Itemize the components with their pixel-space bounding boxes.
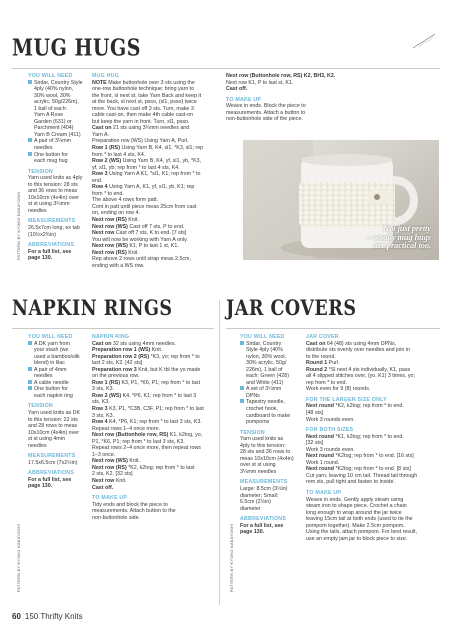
instruction-line: at the back, sl next st, psso, (sl1, psso) twice: [92, 99, 197, 106]
instruction-line: Work 3 rounds even.: [306, 446, 355, 453]
instruction-line: Next round *K2, k2tog; rep from * to end.: [306, 403, 404, 410]
instruction-line: Next row (Buttonhole row, RS) K1, k2tog, yo,: [92, 432, 203, 439]
magazine-name: 150 Thrifty Knits: [24, 612, 83, 621]
mug-continued: Next row (Buttonhole row, RS) K2, BH3, K2. Next row K1, P to last st, K1. Cast off. TO MAKE UP Weave in ends. Block the piece to measurements. Attach a button to non-buttonhole side of the piece.: [226, 73, 436, 123]
jar-make-up-text: [306, 497, 440, 543]
bullet-icon: [240, 386, 244, 390]
mug-make-up-heading: TO MAKE UP: [226, 96, 262, 103]
instruction-line: long enough to wrap around the jar twice: [306, 509, 402, 516]
instruction-line: 2 sts, K2. [32 sts]: [92, 471, 133, 478]
napkin-tension-heading: TENSION: [28, 403, 53, 410]
instruction-line: Preparation row 2 (RS) *K3, yo; rep from * to: [92, 353, 200, 360]
instruction-line: last 2 sts, K2. [42 sts]: [92, 360, 143, 367]
mug-instructions: [92, 73, 218, 269]
instruction-line: from * to end.: [92, 190, 124, 197]
bullet-icon: [28, 341, 32, 345]
jar-you-will-need-heading: YOU WILL NEED: [240, 334, 285, 340]
knitting-needle-icon: [409, 30, 439, 50]
instruction-line: on the previous row.: [92, 373, 140, 380]
bullet-icon: [28, 80, 32, 84]
instruction-line: 3 sts, K3.: [92, 412, 115, 419]
jar-tension-heading: TENSION: [240, 429, 265, 436]
instruction-line: rep from * to end.: [306, 379, 347, 386]
bullet-icon: [28, 138, 32, 142]
instruction-line: all 4 slipped stitches over, (yo, K1) 3 times, yo;: [306, 373, 415, 380]
instruction-line: Next round *K2tog; rep from * to end. [16 sts]: [306, 453, 414, 460]
instruction-line: Cont in patt until piece meas 25cm from cast: [92, 203, 197, 210]
instruction-line: Repeat rows 2–4 once more, then repeat rows: [92, 445, 201, 452]
instruction-line: more. You have cast off 3 sts. Turn, make 3: [92, 105, 194, 112]
instruction-line: distribute sts evenly over needles and join in: [306, 347, 410, 354]
instruction-line: on, ending on row 4.: [92, 210, 141, 217]
instruction-line: Rep above 2 rows until strap meas 2.5cm,: [92, 256, 191, 263]
instruction-line: but keep the yarn in front. Turn, sl1, psso.: [92, 118, 190, 125]
bullet-icon: [28, 367, 32, 371]
mug-material-1: Sirdar, Country Style 4ply (40% nylon, 30% wool, 30% acrylic, 50g/226m), 1 ball of each: Yarn A Rose Garden (631) or Parchment (404) Yarn B Cream (411): [28, 80, 86, 139]
instruction-line: Cut yarn, leaving 10 cm tail. Thread tail through: [306, 472, 418, 479]
instruction-line: pompom together). Make 2.5cm pompom.: [306, 522, 405, 529]
column-divider: [219, 300, 220, 605]
mug-you-will-need-heading: YOU WILL NEED: [28, 73, 73, 79]
jar-abbreviations-heading: ABBREVIATIONS: [240, 516, 287, 523]
mug-abbreviations-heading: ABBREVIATIONS: [28, 242, 75, 249]
instruction-line: one-row buttonhole technique: bring yarn to: [92, 86, 195, 93]
mug-photo-caption: Not just pretty – woolly mug hugs are practical too.: [367, 224, 431, 251]
instruction-line: NOTE Make buttonhole over 3 sts using the: [92, 79, 195, 86]
instruction-line: Preparation row 3 Knit, but K tbl the yo made: [92, 366, 201, 373]
instruction-line: the front, sl next st, take Yarn Back and keep it: [92, 92, 202, 99]
napkin-rings-title: NAPKIN RINGS: [12, 296, 173, 321]
instruction-line: to the round.: [306, 353, 336, 360]
instruction-line: Row 2 (WS) Using Yarn B, K4, yf, sl1, yb, *K3,: [92, 158, 202, 165]
instruction-line: Preparation row 1 (WS) Knit.: [92, 347, 163, 354]
jar-larger-text: [306, 403, 440, 423]
bullet-icon: [28, 380, 32, 384]
instruction-line: Row 4 K4, *P6, K1; rep from * to last 3 sts, K3.: [92, 419, 202, 426]
instruction-line: Cast on 32 sts using 4mm needles.: [92, 340, 176, 347]
instruction-line: Row 3 Using Yarn A K1, *sl1, K1; rep from * to: [92, 171, 201, 178]
napkin-you-will-need-heading: YOU WILL NEED: [28, 334, 73, 340]
instruction-line: Row 1 (RS) K3, P1, *K6, P1; rep from * to last: [92, 379, 201, 386]
instruction-line: [32 sts]: [306, 440, 324, 447]
instruction-line: Preparation row (WS) Using Yarn A, Purl.: [92, 138, 189, 145]
mug-hug-heading: MUG HUG: [92, 73, 119, 79]
napkin-ring-text: [92, 341, 214, 492]
jar-divider: [226, 328, 440, 329]
instruction-line: Work even for 9 (8) rounds.: [306, 386, 371, 393]
jar-both-text: [306, 434, 440, 486]
instruction-line: Work 3 rounds even.: [306, 416, 355, 423]
instruction-line: Next row (WS) Cast off 7 sts, P to end.: [92, 223, 185, 230]
instruction-line: ending with a WS row.: [92, 262, 145, 269]
instruction-line: Row 4 Using Yarn A, K1, yf, sl1, yb, K1; rep: [92, 184, 195, 191]
mug-measurements-heading: MEASUREMENTS: [28, 218, 76, 225]
jar-covers-title: JAR COVERS: [226, 296, 357, 321]
instruction-line: Next row (RS) *K2, k2tog; rep from * to last: [92, 464, 195, 471]
instruction-line: [48 sts]: [306, 410, 324, 417]
instruction-line: Next row Cast off 7 sts, K to end. [7 sts]: [92, 230, 187, 237]
jar-sidebar: YOU WILL NEED Sirdar, Country Style 4ply (40% nylon, 30% wool, 30% acrylic, 50g/ 226m), 1 ball of each: Green (428) and White (411) A set of 3¼mm DPNs Tapestry needle, crochet hook, cardboard to make pompoms TENSION Yarn used knits as 4ply to this tension: 28 sts and 36 rows to meas 10x10cm (4x4in) over st st using 3¼mm needles MEASUREMENTS Large: 8.5cm (3½in) diameter; Small: 6.5cm (2½in) diameter ABBREVIATIONS For a full list, see page 130.: [240, 334, 300, 536]
instruction-line: Next row (WS) K1, P to last 1 st, K1.: [92, 243, 179, 250]
instruction-line: Next row (WS) Knit.: [92, 458, 140, 465]
instruction-line: Row 2 (WS) K4, *P6, K1; rep from * to last 3: [92, 392, 197, 399]
instruction-line: Using the tails, attach pompom. For best result,: [306, 529, 417, 536]
bullet-icon: [28, 386, 32, 390]
napkin-instructions: NAPKIN RING Cast on 32 sts using 4mm needles. Preparation row 1 (WS) Knit. Preparation row 2 (RS) *K3, yo; rep from * to last 2 sts, K2. [42 sts] Preparation row 3 Knit, but K tbl the yo made on the previous row. Row 1 (RS) K3, P1, *K6, P1; rep from * to last 3 sts, K3. Row 2 (WS) K4, *P6, K1; rep from * to last 3 sts, K3. Row 3 K3, P1, *C3B, C3F, P1; rep from * to last 3 sts, K3. Row 4 K4, *P6, K1; rep from * to last 3 sts, K3. Repeat rows 1–4 once more. Next row (Buttonhole row, RS) K1, k2tog, yo, P1, *K6, P1; rep from * to last 3 sts, K3. Repeat rows 2–4 once more, then repeat rows 1–3 once. Next row (WS) Knit. Next row (RS) *K2, k2tog; rep from * to last 2 sts, K2. [32 sts] Next row Knit. Cast off. TO MAKE UP Tidy ends and block the piece to measurements. Attach button to the non-buttonhole side.: [92, 334, 214, 521]
page-number: 60: [12, 612, 21, 621]
jar-both-sizes-heading: FOR BOTH SIZES: [306, 427, 354, 434]
bullet-icon: [240, 399, 244, 403]
mug-hug-photo: [243, 140, 439, 260]
instruction-line: Next row (RS) Knit.: [92, 217, 139, 224]
napkin-divider: [12, 328, 214, 329]
instruction-line: Yarn A.: [92, 131, 109, 138]
mug-hugs-title: MUG HUGS: [12, 34, 141, 62]
napkin-measurements-heading: MEASUREMENTS: [28, 453, 76, 460]
napkin-make-up-heading: TO MAKE UP: [92, 495, 128, 502]
instruction-line: Row 1 (RS) Using Yarn B, K4, sl1, *K3, sl1; rep: [92, 145, 204, 152]
instruction-line: Cast on 21 sts using 3¼mm needles and: [92, 125, 190, 132]
instruction-line: 3 sts, K3.: [92, 386, 115, 393]
instruction-line: Round 1 Purl.: [306, 360, 340, 367]
instruction-line: from * to last 4 sts, K4.: [92, 151, 146, 158]
instruction-line: The above 4 rows form patt.: [92, 197, 158, 204]
instruction-line: Cast on 64 (48) sts using 4mm DPNs,: [306, 340, 397, 347]
instruction-line: Row 3 K3, P1, *C3B, C3F, P1; rep from * to last: [92, 406, 204, 413]
jar-measurements-heading: MEASUREMENTS: [240, 479, 288, 486]
instruction-line: You will now be working with Yarn A only.: [92, 236, 188, 243]
instruction-line: Next round *K2tog; rep from * to end. [8 sts]: [306, 466, 411, 473]
bullet-icon: [240, 341, 244, 345]
mug-divider: [12, 68, 440, 69]
instruction-line: leaving 15cm tail at both ends (used to tie the: [306, 516, 413, 523]
instruction-line: end.: [92, 177, 103, 184]
instruction-line: Next round *K1, k2tog; rep from * to end.: [306, 433, 404, 440]
mug-sidebar: YOU WILL NEED Sirdar, Country Style 4ply (40% nylon, 30% wool, 30% acrylic, 50g/226m), 1 ball of each: Yarn A Rose Garden (631) or Parchment (404) Yarn B Cream (411) A pair of 3¼mm needles One button for each mug hug TENSION Yarn used knits as 4ply to this tension: 28 sts and 36 rows to meas 10x10cm (4x4in) over st st using 3¼mm needles MEASUREMENTS 26.5x7cm long, ex tab (10½x2¾in) ABBREVIATIONS For a full list, see page 130.: [28, 73, 86, 262]
jar-instructions: [306, 334, 440, 542]
jar-larger-size-heading: FOR THE LARGER SIZE ONLY: [306, 396, 387, 403]
jar-make-up-heading: TO MAKE UP: [306, 490, 342, 497]
instruction-line: use an empty jam jar to block piece to size.: [306, 535, 408, 542]
instruction-line: Repeat rows 1–4 once more.: [92, 425, 161, 432]
instruction-line: 1–3 once.: [92, 451, 116, 458]
instruction-line: Next row Knit.: [92, 478, 127, 485]
instruction-line: Next row (RS) Knit.: [92, 249, 139, 256]
instruction-line: yf, sl1, yb; rep from * to last 4 sts, K4.: [92, 164, 180, 171]
jar-cover-text: [306, 341, 440, 393]
instruction-line: steam iron to shape piece. Crochet a chain: [306, 503, 407, 510]
mug-tension-heading: TENSION: [28, 168, 53, 175]
napkin-abbreviations-heading: ABBREVIATIONS: [28, 470, 75, 477]
napkin-pattern-credit: PATTERN BY KYOKO NAKAYOSHI: [17, 523, 21, 592]
instruction-line: P1, *K6, P1; rep from * to last 3 sts, K3.: [92, 438, 185, 445]
instruction-line: cable cast-on, then make 4th cable cast-on: [92, 112, 193, 119]
instruction-line: Weave in ends. Gently apply steam using: [306, 496, 404, 503]
instruction-line: rem sts, pull tight and fasten to inside.: [306, 479, 395, 486]
instruction-line: Round 2 *Sl next 4 sts individually, K1, pass: [306, 366, 411, 373]
mug-hug-text: [92, 80, 218, 270]
instruction-line: Work 1 round.: [306, 459, 340, 466]
napkin-ring-heading: NAPKIN RING: [92, 334, 130, 340]
page-footer: [12, 612, 83, 621]
instruction-line: sts, K3.: [92, 399, 110, 406]
napkin-sidebar: YOU WILL NEED A DK yarn from your stash (we used a bamboo/silk blend) in lilac A pair of 4mm needles A cable needle One button for each napkin ring TENSION Yarn used knits as DK to this tension: 22 sts and 28 rows to meas 10x10cm (4x4in) over st st using 4mm needles MEASUREMENTS 17.5x6.5cm (7x2½in) ABBREVIATIONS For a full list, see page 130.: [28, 334, 86, 490]
jar-pattern-credit: PATTERN BY KYOKO NAKAYOSHI: [230, 523, 234, 592]
mug-pattern-credit: PATTERN BY KYOKO NAKAYOSHI: [17, 191, 21, 260]
instruction-line: Cast off.: [92, 484, 114, 491]
jar-cover-heading: JAR COVER: [306, 334, 339, 340]
bullet-icon: [28, 152, 32, 156]
